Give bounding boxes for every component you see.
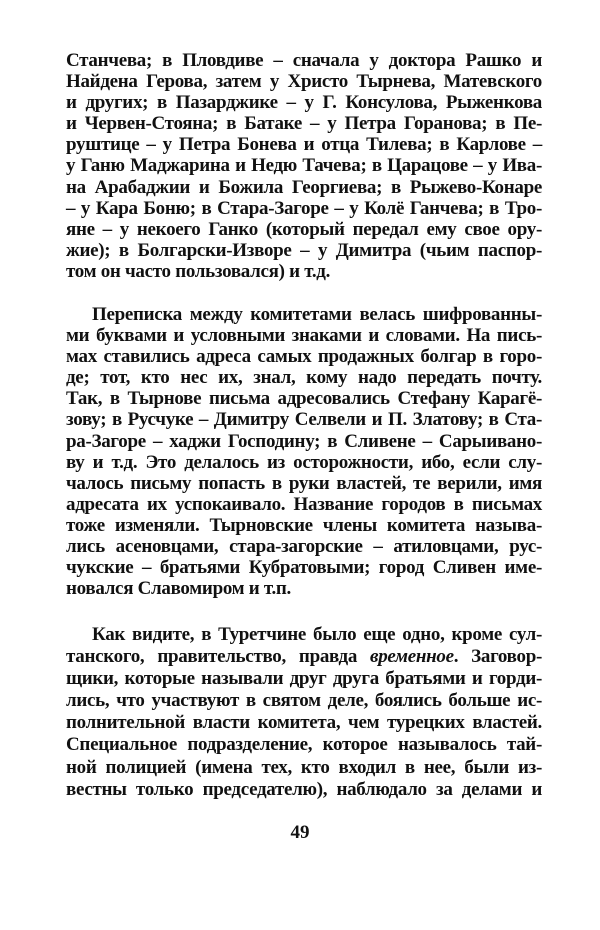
text-line: и других; в Пазарджике – у Г. Консулова, Рыженкова [66, 92, 542, 114]
text-line: – у Кара Боню; в Стара-Загоре – у Колё Ганчева; в Тро- [66, 197, 542, 219]
text-line: де; тот, кто нес их, знал, кому надо передать почту. [66, 367, 542, 389]
text-line: адресата их успокаивало. Название городов в письмах [66, 493, 542, 515]
text-line: Как видите, в Туретчине было еще одно, кроме сул- [92, 624, 542, 645]
paragraph-2 [66, 304, 542, 599]
text-line: Так, в Тырнове письма адресовались Стефану Карагё- [66, 388, 542, 410]
text-line: тоже изменяли. Тырновские члены комитета называ- [66, 514, 542, 536]
text-line: том он часто пользовался) и т.д. [66, 260, 331, 282]
text-line: ной полицией (имена тех, кто входил в нее, были из- [66, 756, 542, 778]
text-line: ми буквами и условными знаками и словами. На пись- [66, 325, 542, 347]
page-number: 49 [290, 822, 310, 843]
text-line: вестны только председателю), наблюдало за делами и [66, 778, 542, 800]
text-line: у Ганю Маджарина и Недю Тачева; в Царацове – у Ива- [66, 155, 542, 177]
text-line: Найдена Герова, затем у Христо Тырнева, Матевского [66, 71, 542, 93]
text-line: руштице – у Петра Бонева и отца Тилева; в Карлове – [66, 134, 542, 156]
text-line: полнительной власти комитета, чем турецких властей. [66, 712, 542, 734]
text-line: жие); в Болгарски-Изворе – у Димитра (чьим паспор- [66, 239, 542, 261]
text-line: зову; в Русчуке – Димитру Селвели и П. Златову; в Ста- [66, 409, 542, 431]
paragraph-3 [66, 624, 542, 801]
text-line: лись асеновцами, стара-загорские – атиловцами, рус- [66, 536, 542, 558]
text-segment: . Заговор- [453, 646, 542, 668]
text-line: и Червен-Стояна; в Батаке – у Петра Горанова; в Пе- [66, 113, 542, 135]
text-line: ра-Загоре – хаджи Господину; в Сливене – Сарыивано- [66, 430, 542, 452]
text-line: лись, что участвуют в святом деле, боялись больше ис- [66, 690, 542, 712]
text-line: на Арабаджии и Божила Георгиева; в Рыжево-Конаре [66, 176, 542, 198]
text-line: Станчева; в Пловдиве – сначала у доктора Рашко и [66, 50, 542, 71]
text-line: щики, которые называли друг друга братьями и горди- [66, 668, 542, 690]
text-line: яне – у некоего Ганко (который передал ему свое ору- [66, 218, 542, 240]
text-line: Переписка между комитетами велась шифрованны- [92, 304, 542, 325]
text-line: ву и т.д. Это делалось из осторожности, ибо, если слу- [66, 451, 542, 473]
text-line: Специальное подразделение, которое называлось тай- [66, 734, 542, 756]
italic-text: временное [370, 646, 454, 668]
text-line: чукские – братьями Кубратовыми; город Сливен име- [66, 557, 542, 579]
text-line: чалось письму попасть в руки властей, те верили, имя [66, 472, 542, 494]
text-line [66, 646, 542, 668]
paragraph-1 [66, 50, 542, 282]
text-segment: танского, правительство, правда [66, 646, 370, 668]
text-line: новался Славомиром и т.п. [66, 578, 292, 600]
text-line: мах ставились адреса самых продажных болгар в горо- [66, 346, 542, 368]
